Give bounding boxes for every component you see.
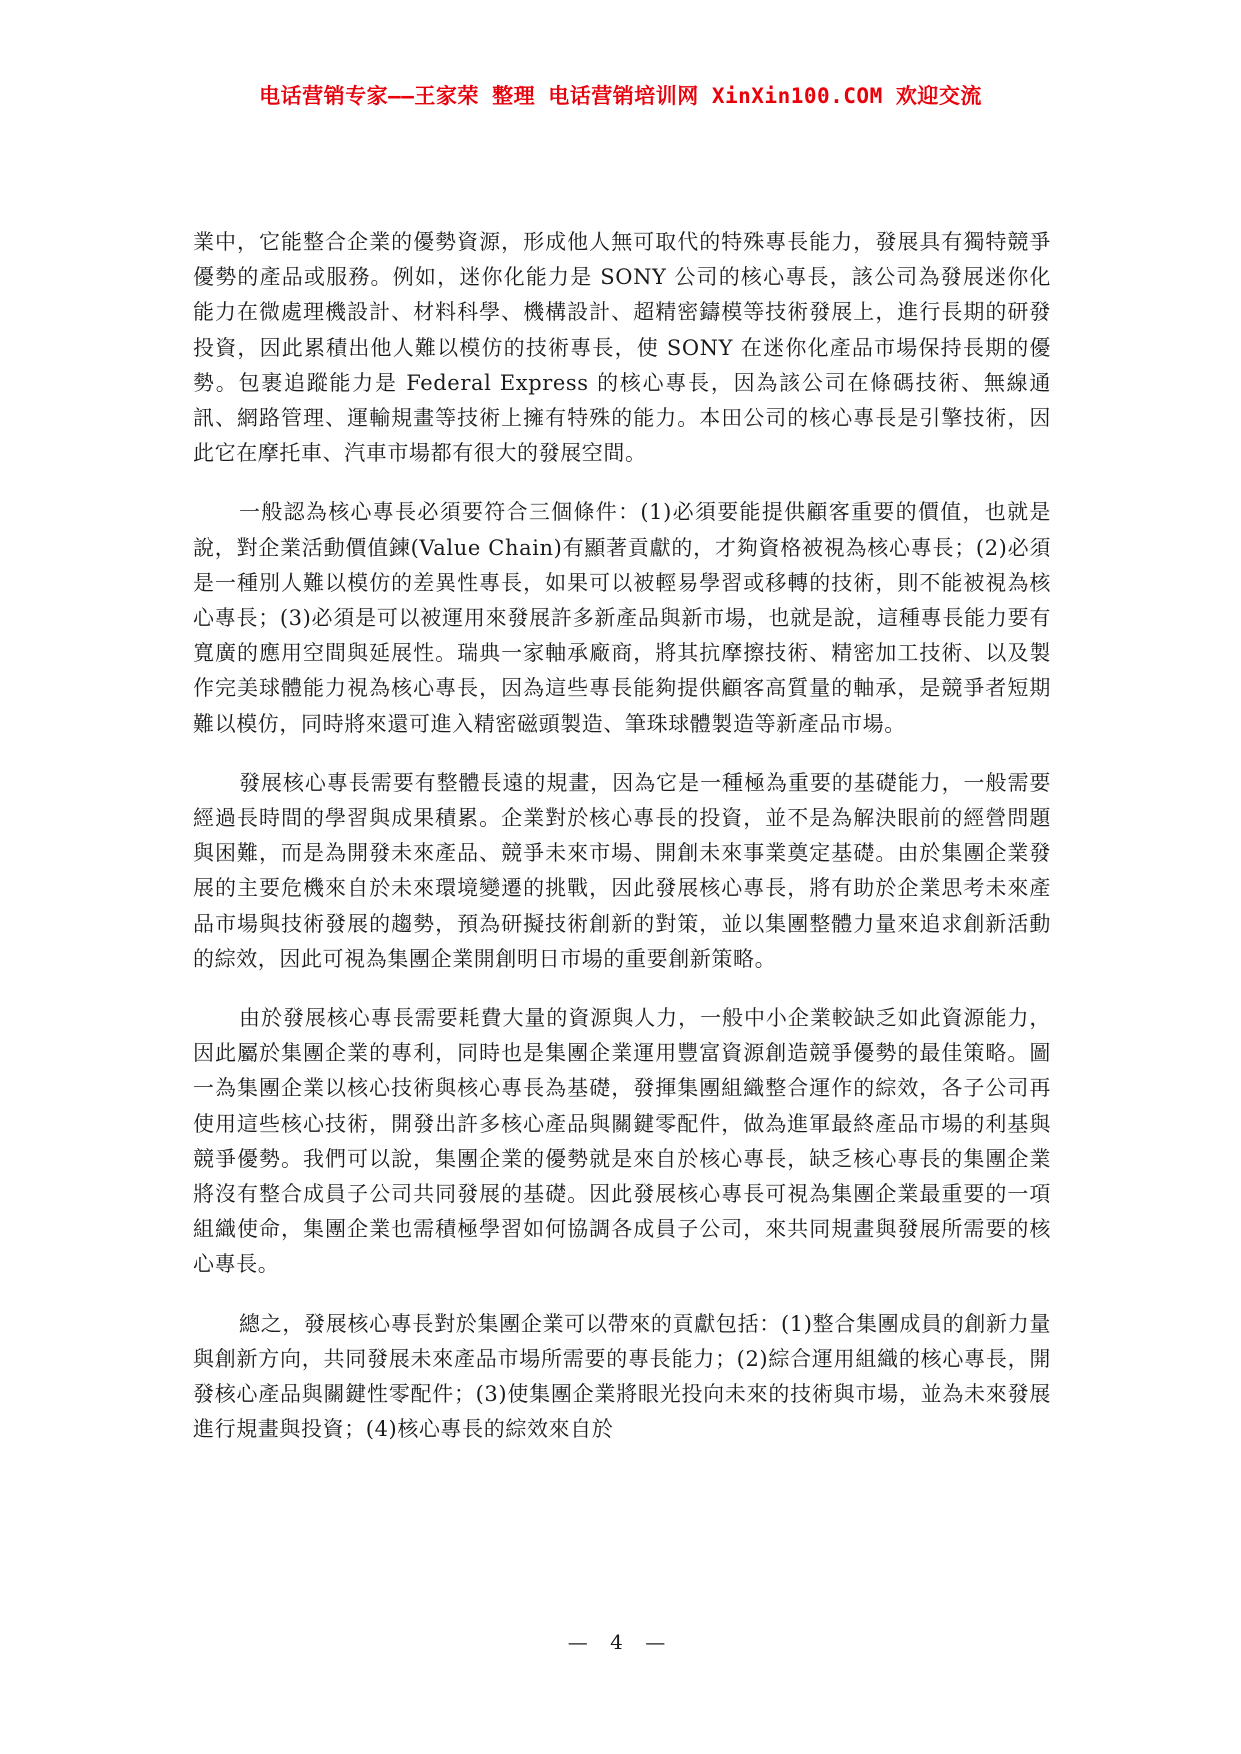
paragraph-2: 一般認為核心專長必須要符合三個條件：(1)必須要能提供顧客重要的價值，也就是說，對企業活動價值鍊(Value Chain)有顯著貢獻的，才夠資格被視為核心專長；(2)必須是一種別人難以模仿的差異性專長，如果可以被輕易學習或移轉的技術，則不能被視為核心專長；(3)必須是可以被運用來發展許多新產品與新市場，也就是說，這種專長能力要有寬廣的應用空間與延展性。瑞典一家軸承廠商，將其抗摩擦技術、精密加工技術、以及製作完美球體能力視為核心專長，因為這些專長能夠提供顧客高質量的軸承，是競爭者短期難以模仿，同時將來還可進入精密磁頭製造、筆珠球體製造等新產品市場。 — [193, 500, 1051, 736]
paragraph-5: 總之，發展核心專長對於集團企業可以帶來的貢獻包括：(1)整合集團成員的創新力量與創新方向，共同發展未來產品市場所需要的專長能力；(2)綜合運用組織的核心專長，開發核心產品與關鍵性零配件；(3)使集團企業將眼光投向未來的技術與市場，並為未來發展進行規畫與投資；(4)核心專長的綜效來自於 — [193, 1311, 1051, 1442]
paragraph-3: 發展核心專長需要有整體長遠的規畫，因為它是一種極為重要的基礎能力，一般需要經過長時間的學習與成果積累。企業對於核心專長的投資，並不是為解決眼前的經營問題與困難，而是為開發未來產品、競爭未來市場、開創未來事業奠定基礎。由於集團企業發展的主要危機來自於未來環境變遷的挑戰，因此發展核心專長，將有助於企業思考未來產品市場與技術發展的趨勢，預為研擬技術創新的對策，並以集團整體力量來追求創新活動的綜效，因此可視為集團企業開創明日市場的重要創新策略。 — [193, 770, 1051, 971]
document-body — [193, 225, 1051, 1472]
page-header: 电话营销专家——王家荣 整理 电话营销培训网 XinXin100.COM 欢迎交流 — [259, 84, 982, 108]
page-number: — 4 — — [567, 1630, 674, 1654]
paragraph-1: 業中，它能整合企業的優勢資源，形成他人無可取代的特殊專長能力，發展具有獨特競爭優勢的產品或服務。例如，迷你化能力是 SONY 公司的核心專長，該公司為發展迷你化能力在微處理機設計、材料科學、機構設計、超精密鑄模等技術發展上，進行長期的研發投資，因此累積出他人難以模仿的技術專長，使 SONY 在迷你化產品市場保持長期的優勢。包裹追蹤能力是 Federal Express 的核心專長，因為該公司在條碼技術、無線通訊、網路管理、運輸規畫等技術上擁有特殊的能力。本田公司的核心專長是引擎技術，因此它在摩托車、汽車市場都有很大的發展空間。 — [193, 230, 1051, 466]
paragraph-4: 由於發展核心專長需要耗費大量的資源與人力，一般中小企業較缺乏如此資源能力，因此屬於集團企業的專利，同時也是集團企業運用豐富資源創造競爭優勢的最佳策略。圖一為集團企業以核心技術與核心專長為基礎，發揮集團組織整合運作的綜效，各子公司再使用這些核心技術，開發出許多核心產品與關鍵零配件，做為進軍最終產品市場的利基與競爭優勢。我們可以說，集團企業的優勢就是來自於核心專長，缺乏核心專長的集團企業將沒有整合成員子公司共同發展的基礎。因此發展核心專長可視為集團企業最重要的一項組織使命，集團企業也需積極學習如何協調各成員子公司，來共同規畫與發展所需要的核心專長。 — [193, 1006, 1051, 1277]
